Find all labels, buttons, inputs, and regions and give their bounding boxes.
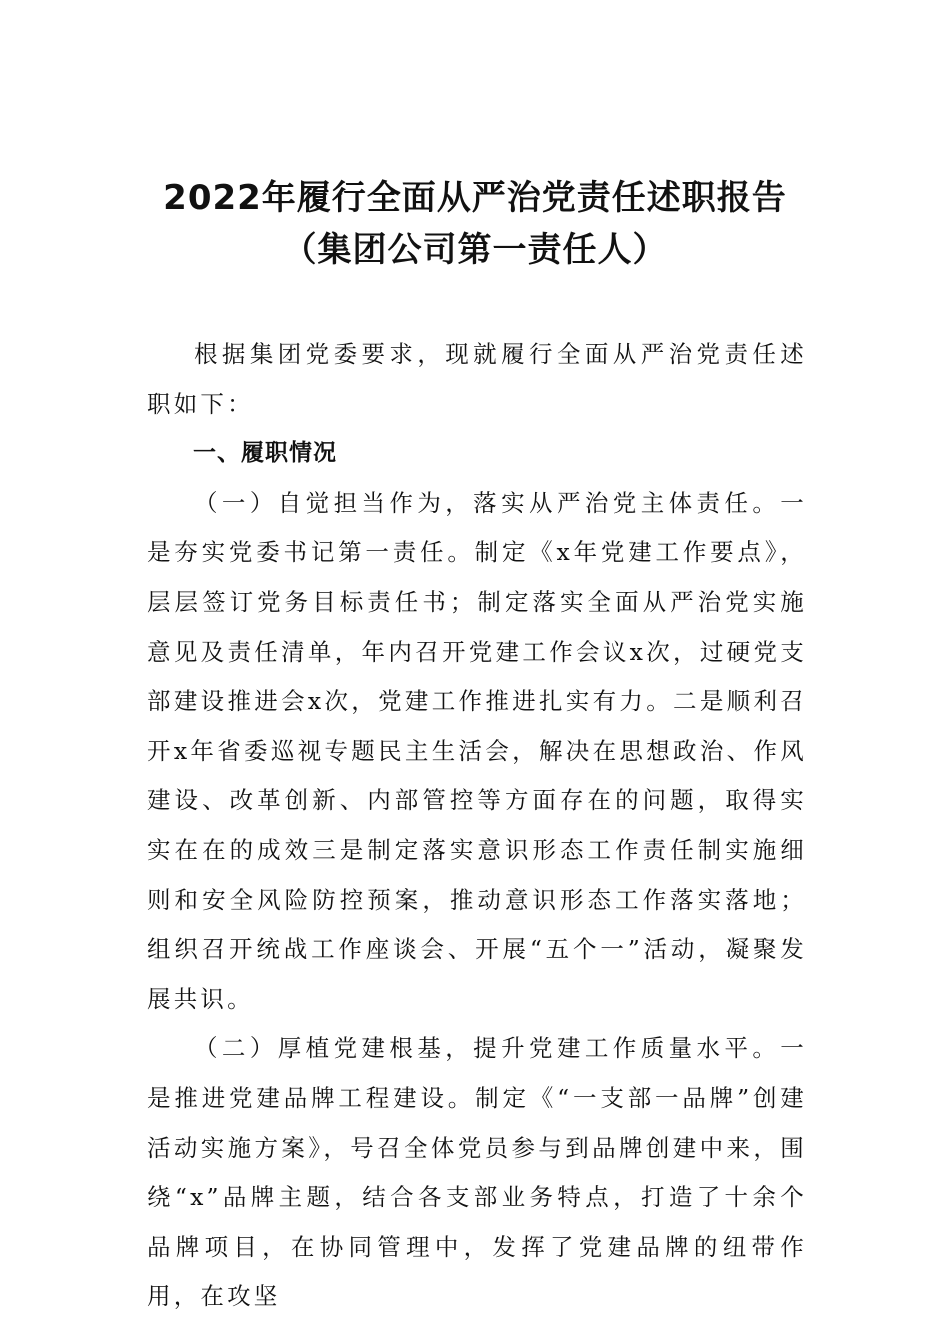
document-body xyxy=(147,330,807,1322)
document-title xyxy=(0,172,950,276)
paragraph-1: （一）自觉担当作为，落实从严治党主体责任。一是夯实党委书记第一责任。制定《x年党建工作要点》，层层签订党务目标责任书；制定落实全面从严治党实施意见及责任清单，年内召开党建工作会议x次，过硬党支部建设推进会x次，党建工作推进扎实有力。二是顺利召开x年省委巡视专题民主生活会，解决在思想政治、作风建设、改革创新、内部管控等方面存在的问题，取得实实在在的成效三是制定落实意识形态工作责任制实施细则和安全风险防控预案，推动意识形态工作落实落地；组织召开统战工作座谈会、开展“五个一”活动，凝聚发展共识。 xyxy=(147,488,807,1013)
intro-paragraph: 根据集团党委要求，现就履行全面从严治党责任述职如下： xyxy=(147,340,807,418)
title-line-2: （集团公司第一责任人） xyxy=(282,230,668,270)
paragraph-2: （二）厚植党建根基，提升党建工作质量水平。一是推进党建品牌工程建设。制定《“一支部一品牌”创建活动实施方案》，号召全体党员参与到品牌创建中来，围绕“x”品牌主题，结合各支部业务特点，打造了十余个品牌项目，在协同管理中，发挥了党建品牌的纽带作用，在攻坚 xyxy=(147,1034,807,1311)
title-line-1: 2022年履行全面从严治党责任述职报告 xyxy=(163,178,787,218)
section-heading-1: 一、履职情况 xyxy=(193,440,337,467)
